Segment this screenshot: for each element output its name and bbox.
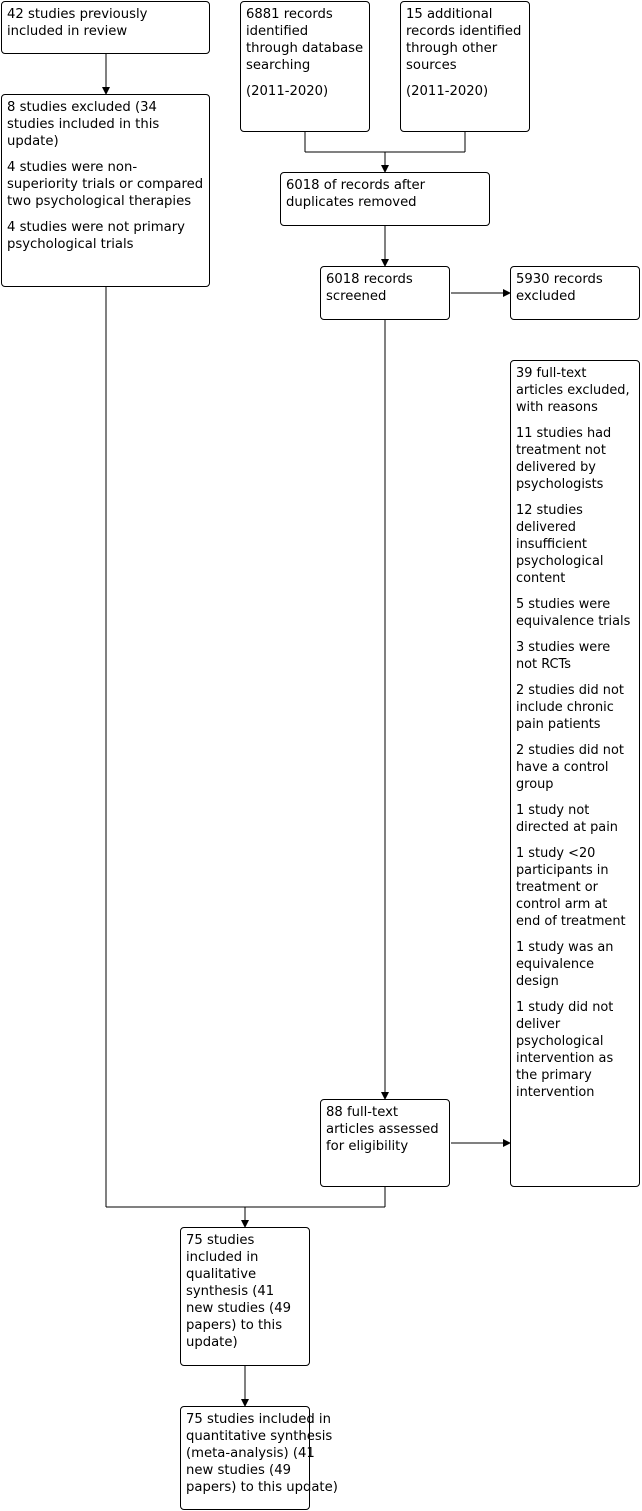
box-quantitative-synthesis [180, 1406, 338, 1510]
box-records-screened [320, 266, 450, 320]
box-text: 1 study <20 participants in treatment or control arm at end of treatment [516, 846, 626, 929]
box-other-sources [400, 1, 530, 132]
box-text: 88 full-text articles assessed for eligibility [326, 1105, 439, 1154]
box-text: quantitative synthesis [186, 1429, 333, 1444]
box-database-records [240, 1, 370, 132]
box-text: 1 study not directed at pain [516, 803, 618, 835]
box-text: 8 studies excluded (34 studies included in this update) [7, 100, 160, 149]
box-text: 1 study did not deliver psychological intervention as the primary intervention [516, 1000, 614, 1100]
box-text: 5 studies were equivalence trials [516, 597, 631, 629]
box-text: new studies (49 [186, 1463, 291, 1478]
box-text: 75 studies included in qualitative synthesis (41 new studies (49 papers) to this update) [186, 1233, 291, 1350]
box-text: (2011-2020) [406, 84, 489, 99]
box-text: 42 studies previously included in review [7, 7, 148, 39]
box-text: 5930 records excluded [516, 272, 603, 304]
box-previous-studies [1, 1, 210, 54]
box-text: 4 studies were not primary psychological trials [7, 220, 185, 252]
box-fulltext-assessed [320, 1099, 450, 1187]
box-text: 39 full-text articles excluded, with reasons [516, 366, 630, 415]
box-text: 6018 records screened [326, 272, 413, 304]
box-text: 4 studies were non-superiority trials or compared two psychological therapies [7, 160, 204, 209]
box-fulltext-excluded [510, 360, 640, 1187]
box-excluded-previous [1, 94, 210, 287]
box-text: 15 additional records identified through other sources [406, 7, 522, 73]
box-text: 12 studies delivered insufficient psychological content [516, 503, 604, 586]
box-text: 6881 records identified through database searching [246, 7, 364, 73]
box-text: 11 studies had treatment not delivered by psychologists [516, 426, 612, 492]
box-text: (2011-2020) [246, 84, 329, 99]
box-text: 1 study was an equivalence design [516, 940, 614, 989]
box-text: 3 studies were not RCTs [516, 640, 611, 672]
box-text: 6018 of records after duplicates removed [286, 178, 426, 210]
box-text: (meta-analysis) (41 [186, 1446, 315, 1461]
box-duplicates-removed [280, 172, 490, 226]
box-text: 2 studies did not have a control group [516, 743, 624, 792]
box-text: 75 studies included in [186, 1412, 331, 1427]
box-text: 2 studies did not include chronic pain patients [516, 683, 624, 732]
box-qualitative-synthesis [180, 1227, 310, 1366]
box-text: papers) to this update) [186, 1480, 338, 1495]
box-records-excluded [510, 266, 640, 320]
